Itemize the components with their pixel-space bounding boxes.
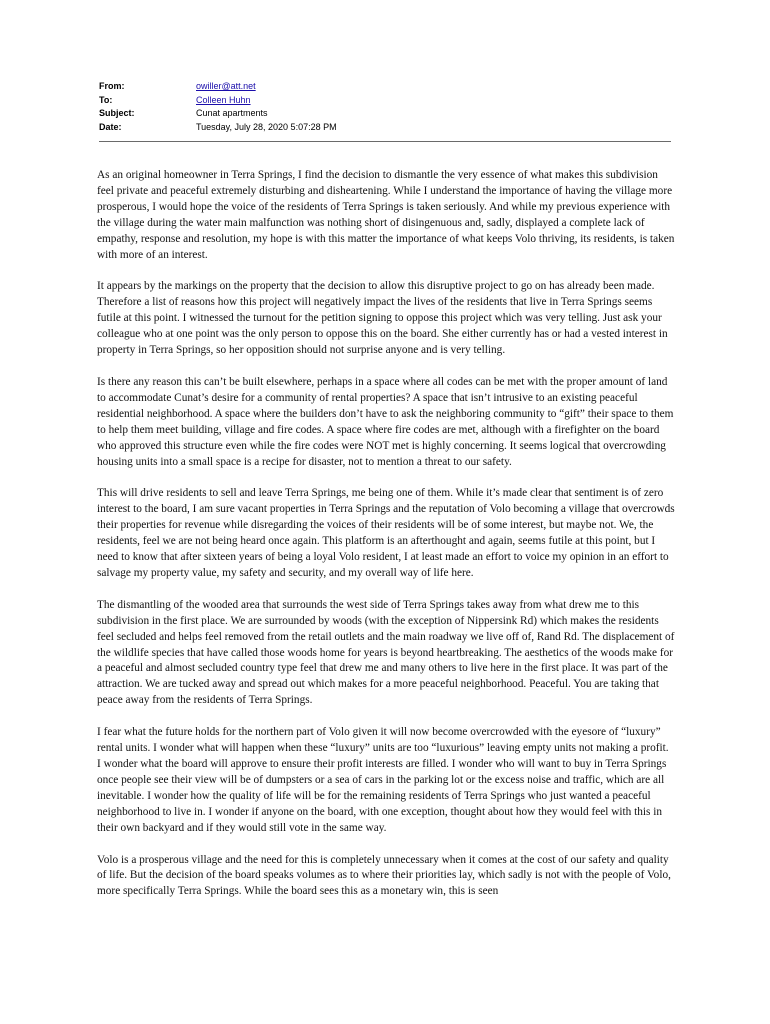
body-paragraph: The dismantling of the wooded area that surrounds the west side of Terra Springs takes away from what drew me to this subdivision in the first place. We are surrounded by woods (with the exception of Nippersink Rd) which makes the residents feel secluded and helps feel removed from the retail outlets and the main roadway we live off of, Rand Rd. The displacement of the wildlife species that have called those woods home for years is beyond heartbreaking. The aesthetics of the woods make for a peaceful and almost secluded country type feel that drew me and many others to live here in the first place. It was part of the attraction. We are tucked away and spread out which makes for a more peaceful neighborhood. Peaceful. You are taking that peace away from the residents of Terra Springs. [97,598,675,707]
to-row [99,94,679,108]
subject-row [99,107,679,121]
subject-label: Subject: [99,108,135,119]
email-body [97,168,675,916]
from-email-link[interactable]: owiller@att.net [196,81,256,91]
date-label: Date: [99,121,122,132]
date-value: Tuesday, July 28, 2020 5:07:28 PM [196,121,337,132]
to-recipient-link[interactable]: Colleen Huhn [196,94,251,105]
header-divider [99,141,671,142]
body-paragraph: Is there any reason this can’t be built elsewhere, perhaps in a space where all codes can be met with the proper amount of land to accommodate Cunat’s desire for a community of rental properties? A space that isn’t intrusive to an existing peaceful residential neighborhood. A space where the builders don’t have to ask the neighboring community to “gift” their space to them to help them meet building, village and fire codes. A space where fire codes are met, although with a firefighter on the board who approved this structure even while the fire codes were NOT met is highly concerning. It seems logical that overcrowding housing units into a small space is a recipe for disaster, not to mention a threat to our safety. [97,375,674,468]
body-paragraph: As an original homeowner in Terra Springs, I find the decision to dismantle the very essence of what makes this subdivision feel private and peaceful extremely disturbing and disheartening. While I understand the importance of having the village more prosperous, I would hope the voice of the residents of Terra Springs is taken seriously. And while my previous experience with the village during the water main malfunction was nothing short of disingenuous and, sadly, displayed a complete lack of empathy, response and resolution, my hope is with this matter the importance of what keeps Volo thriving, its residents, is taken with more of an interest. [97,169,675,261]
date-row [99,121,679,135]
body-paragraph: It appears by the markings on the property that the decision to allow this disruptive project to go on has already been made. Therefore a list of reasons how this project will negatively impact the lives of the residents that live in Terra Springs seems futile at this point. I witnessed the turnout for the petition signing to oppose this project which was very telling. Just ask your colleague who at one point was the only person to oppose this on the board. She either currently has or had a vested interest in property in Terra Springs, so her opposition should not surprise anyone and is very telling. [97,280,668,357]
email-header [99,80,679,134]
from-label: From: [99,81,125,91]
body-paragraph: Volo is a prosperous village and the need for this is completely unnecessary when it comes at the cost of our safety and quality of life. But the decision of the board speaks volumes as to where their priorities lay, which sadly is not with the people of Volo, more specifically Terra Springs. While the board sees this as a monetary win, this is seen [97,853,671,898]
to-label: To: [99,94,113,105]
subject-value: Cunat apartments [196,108,268,119]
from-row [99,80,679,94]
body-paragraph: I fear what the future holds for the northern part of Volo given it will now become overcrowded with the eyesore of “luxury” rental units. I wonder what will happen when these “luxury” units are too “luxurious” leaving empty units not making a profit. I wonder what the board will approve to ensure their profit interests are filled. I wonder who will want to buy in Terra Springs once people see their view will be of dumpsters or a sea of cars in the parking lot or the excess noise and traffic, which are all inevitable. I wonder how the quality of life will be for the remaining residents of Terra Springs who just wanted a peaceful neighborhood to live in. I wonder if anyone on the board, with one exception, thought about how they would feel with this in their own backyard and if they would still vote in the same way. [97,726,669,834]
body-paragraph: This will drive residents to sell and leave Terra Springs, me being one of them. While it’s made clear that sentiment is of zero interest to the board, I am sure vacant properties in Terra Springs and the reputation of Volo becoming a village that overcrowds their properties for revenue while disregarding the voices of their residents will be of some interest, but maybe not. We, the residents, feel we are not being heard once again. This platform is an afterthought and again, seems futile at this point, but I need to know that after sixteen years of being a loyal Volo resident, I at least made an effort to voice my opinion in an effort to salvage my property value, my safety and security, and my overall way of life here. [97,487,675,579]
